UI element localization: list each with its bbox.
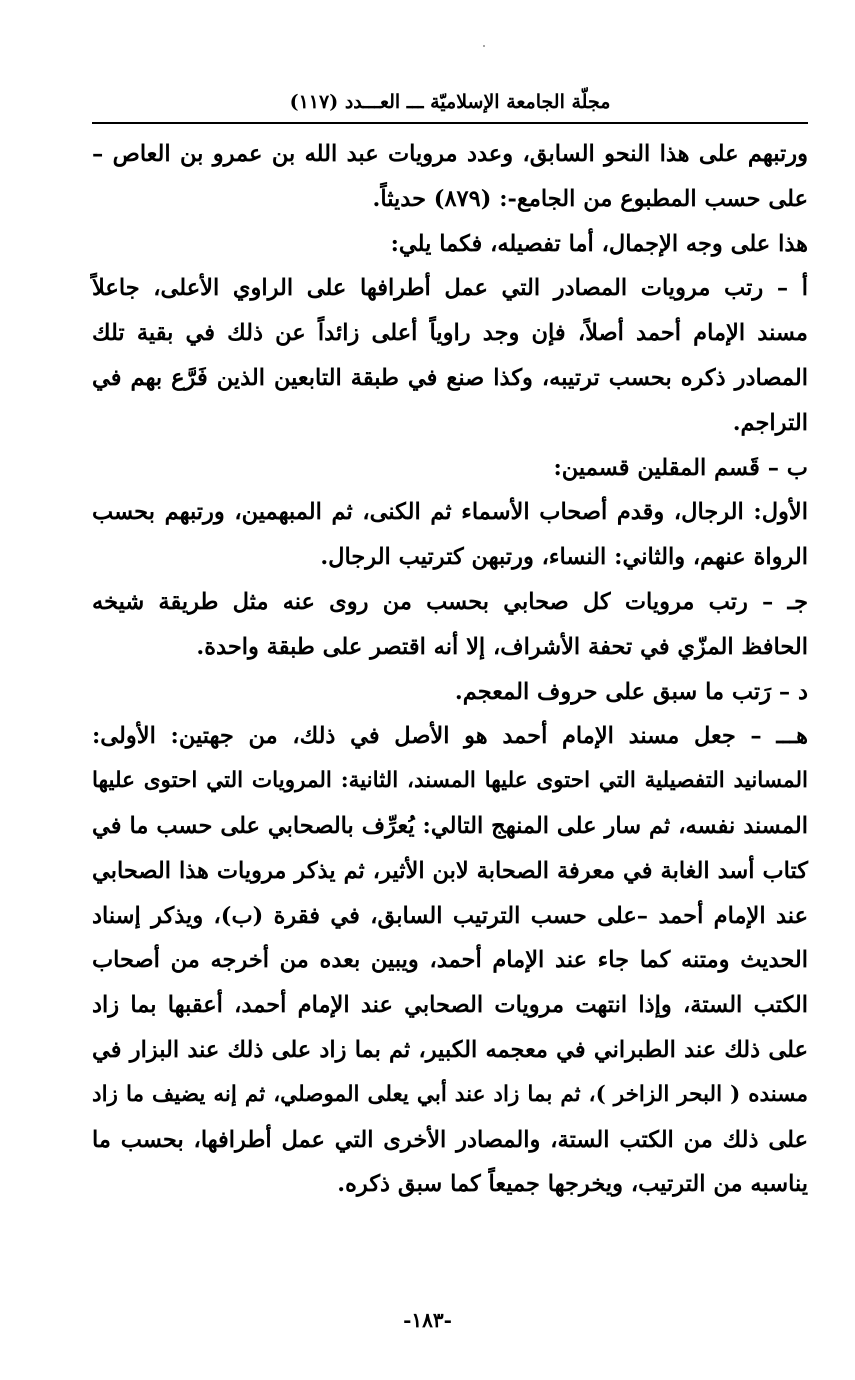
text-line: ب – قَسم المقلين قسمين: <box>553 454 808 481</box>
text-line: يناسبه من الترتيب، ويخرجها جميعاً كما سبق ذكره. <box>337 1171 808 1198</box>
text-line: على ذلك من الكتب الستة، والمصادر الأخرى التي عمل أطرافها، بحسب ما <box>92 1126 808 1153</box>
text-line: د – رَتب ما سبق على حروف المعجم. <box>454 678 808 705</box>
text-line: هذا على وجه الإجمال، أما تفصيله، فكما يلي: <box>390 230 808 257</box>
text-line: التراجم. <box>732 409 808 436</box>
page-number: -١٨٣- <box>403 1308 452 1332</box>
text-line: الأول: الرجال، وقدم أصحاب الأسماء ثم الكنى، ثم المبهمين، ورتبهم بحسب <box>92 499 808 526</box>
text-line: هـــ – جعل مسند الإمام أحمد هو الأصل في ذلك، من جهتين: الأولى: <box>92 723 808 750</box>
text-line: المسند نفسه، ثم سار على المنهج التالي: يُعرِّف بالصحابي على حسب ما في <box>92 812 808 839</box>
text-line: الحافظ المزّي في تحفة الأشراف، إلا أنه اقتصر على طبقة واحدة. <box>196 633 808 660</box>
text-line: مسنده ( البحر الزاخر )، ثم بما زاد عند أبي يعلى الموصلي، ثم إنه يضيف ما زاد <box>92 1081 808 1107</box>
text-line: على ذلك عند الطبراني في معجمه الكبير، ثم بما زاد على ذلك عند البزار في <box>92 1036 808 1063</box>
text-line: كتاب أسد الغابة في معرفة الصحابة لابن الأثير، ثم يذكر مرويات هذا الصحابي <box>92 857 808 884</box>
text-line: مسند الإمام أحمد أصلاً، فإن وجد راوياً أعلى زائداً عن ذلك في بقية تلك <box>92 320 808 347</box>
header-rule <box>92 122 808 124</box>
text-line: جـ – رتب مرويات كل صحابي بحسب من روى عنه مثل طريقة شيخه <box>92 588 808 615</box>
text-line: عند الإمام أحمد –على حسب الترتيب السابق، في فقرة (ب)، ويذكر إسناد <box>92 902 808 929</box>
text-line: المسانيد التفصيلية التي احتوى عليها المسند، الثانية: المرويات التي احتوى عليها <box>92 768 808 794</box>
text-line: ورتبهم على هذا النحو السابق، وعدد مرويات عبد الله بن عمرو بن العاص – <box>92 141 808 167</box>
text-line: الحديث ومتنه كما جاء عند الإمام أحمد، ويبين بعده من أخرجه من أصحاب <box>92 947 808 974</box>
text-line: على حسب المطبوع من الجامع-: (٨٧٩) حديثاً. <box>372 185 808 212</box>
text-line: أ – رتب مرويات المصادر التي عمل أطرافها على الراوي الأعلى، جاعلاً <box>92 275 808 302</box>
text-line: الكتب الستة، وإذا انتهت مرويات الصحابي عند الإمام أحمد، أعقبها بما زاد <box>92 992 808 1019</box>
running-header: مجلّة الجامعة الإسلاميّة ـــ العـــدد (١١٧) <box>289 91 611 113</box>
scan-speck <box>483 45 485 47</box>
body-text <box>92 132 808 1207</box>
text-line: المصادر ذكره بحسب ترتيبه، وكذا صنع في طبقة التابعين الذين فَرَّع بهم في <box>92 364 808 391</box>
text-line: الرواة عنهم، والثاني: النساء، ورتبهن كترتيب الرجال. <box>320 544 808 571</box>
